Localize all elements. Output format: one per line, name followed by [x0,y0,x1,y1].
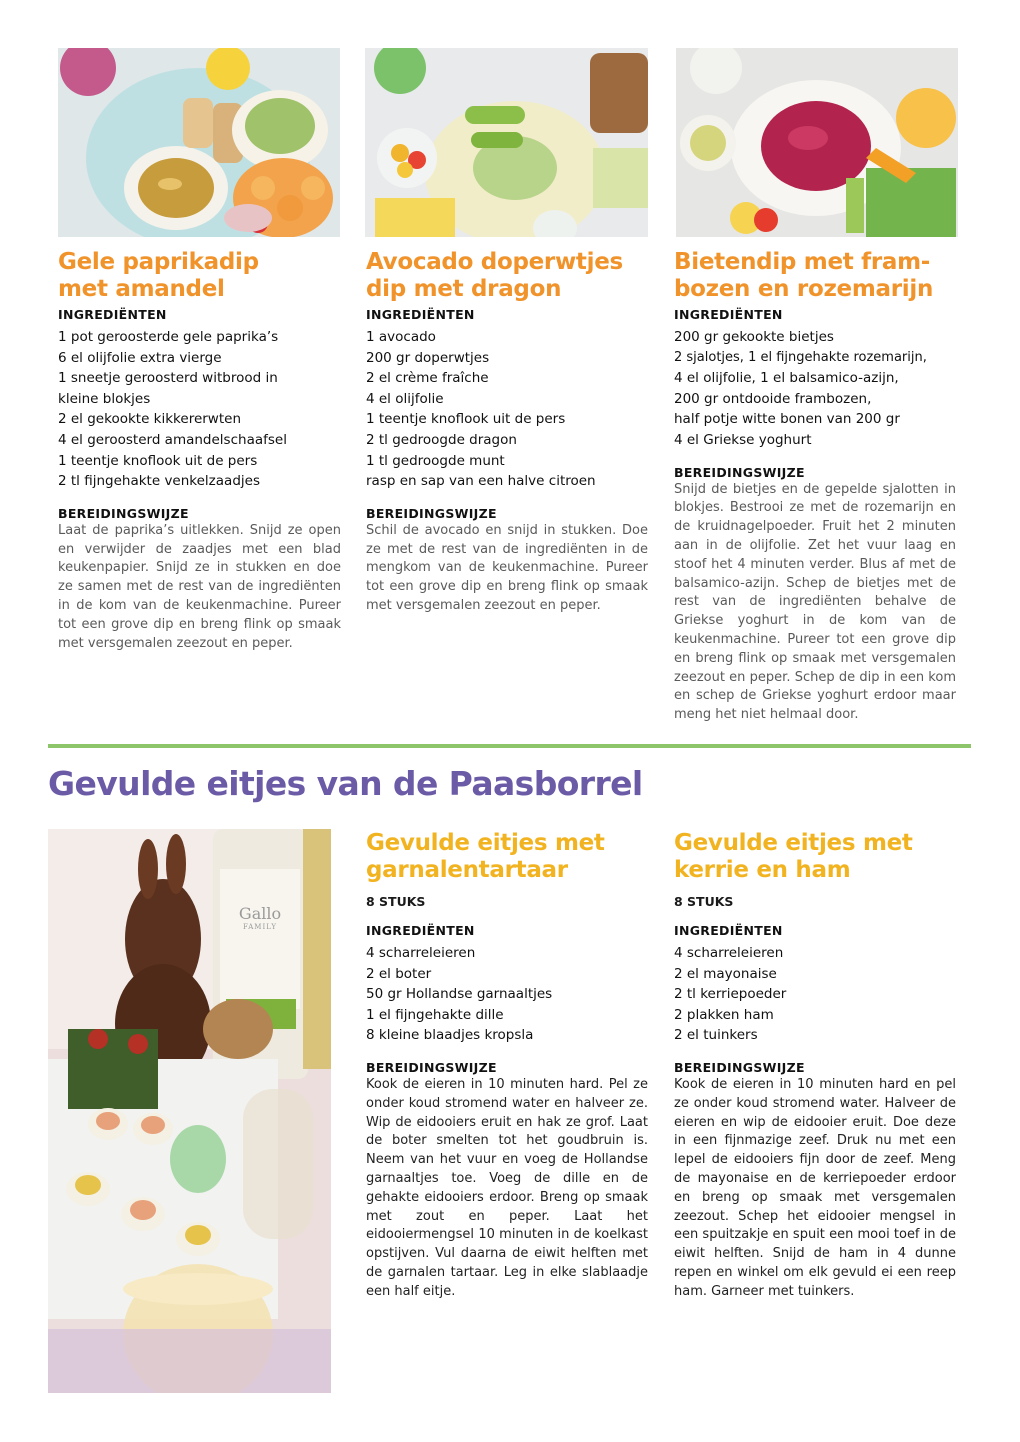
ingredient-item: 4 el Griekse yoghurt [674,431,812,448]
wine-sub: FAMILY [242,923,278,931]
ingredient-item: 1 teentje knoflook uit de pers [366,411,566,428]
ingredients-list [58,327,341,492]
ingredient-item: 4 el olijfolie, 1 el balsamico-azijn, [674,370,899,387]
paprika-dip-photo [58,48,340,237]
yield-label: 8 STUKS [366,894,426,909]
ingredients-list [366,943,648,1046]
ingredients-label: INGREDIËNTEN [366,923,475,938]
ingredient-item: 4 scharreleieren [674,945,784,961]
ingredient-item: 2 tl gedroogde dragon [366,431,517,448]
ingredients-list [366,327,648,492]
avocado-dip-photo [365,48,648,237]
recipe-body-beet [674,307,956,725]
method-label: BEREIDINGSWIJZE [674,1059,805,1075]
title-line: Avocado doperwtjes [366,249,623,275]
ingredient-item: 200 gr gekookte bietjes [674,329,834,345]
ingredient-item: 1 tl gedroogde munt [366,452,505,469]
method-label: BEREIDINGSWIJZE [674,464,805,480]
ingredients-label: INGREDIËNTEN [58,307,167,322]
recipe-body-curry-eggs [674,894,956,1302]
method-text: Kook de eieren in 10 minuten hard en pel ze onder koud stromend water. Halveer de eieren en wip de eidooier eruit. Doe deze in een fijnmazige zeef. Druk nu met een lepel de eidooiers fijn door de zeef. Meng de mayonaise en de kerriepoeder erdoor en breng op smaak met versgemalen zeezout. Schep het eidooier mengsel in een spuitzakje en spuit een mooi toef in de eiwit helften. Snijd de ham in 4 dunne repen en winkel om elk gevuld ei een reep ham. Garneer met tuinkers. [674,1076,956,1299]
ingredient-item: 1 teentje knoflook uit de pers [58,452,258,469]
title-line: garnalentartaar [366,857,568,883]
ingredients-label: INGREDIËNTEN [674,923,783,938]
method-text: Kook de eieren in 10 minuten hard. Pel ze onder koud stromend water en halveer ze. Wip de eidooiers eruit en hak ze grof. Laat de boter smelten tot het goudbruin is. Neem van het vuur en voeg de Hollandse garnaaltjes toe. Voeg de dille en de gehakte eidooiers erdoor. Breng op smaak met zout en peper. Laat het eidooiermengsel 10 minuten in de koelkast opstijven. Vul daarna de eiwit helften met de garnalen tartaar. Leg in elke slablaadje een half eitje. [366,1076,648,1299]
ingredient-item: 50 gr Hollandse garnaaltjes [366,986,553,1003]
method-label: BEREIDINGSWIJZE [366,1059,497,1075]
ingredient-item: half potje witte bonen van 200 gr [674,411,900,428]
ingredients-list [674,943,956,1046]
ingredient-item: kleine blokjes [58,390,151,407]
title-line: bozen en rozemarijn [674,276,934,302]
recipe-body-shrimp-eggs [366,894,648,1302]
title-line: kerrie en ham [674,857,851,883]
title-line: Gevulde eitjes met [366,830,605,856]
easter-eggs-photo [48,829,331,1393]
ingredient-item: 2 tl kerriepoeder [674,986,787,1003]
ingredient-item: 2 sjalotjes, 1 el fijngehakte rozemarijn, [674,349,927,365]
recipe-title-avocado [366,249,623,303]
ingredients-label: INGREDIËNTEN [366,307,475,322]
ingredient-item: 1 avocado [366,329,436,345]
ingredient-item: 2 el boter [366,965,432,982]
ingredient-item: rasp en sap van een halve citroen [366,473,596,490]
ingredient-item: 2 el gekookte kikkererwten [58,411,242,428]
ingredients-label: INGREDIËNTEN [674,307,783,322]
section-title: Gevulde eitjes van de Paasborrel [48,764,643,803]
section-divider [48,744,971,748]
ingredient-item: 1 sneetje geroosterd witbrood in [58,370,278,387]
ingredient-item: 200 gr ontdooide frambozen, [674,390,872,407]
ingredient-item: 2 plakken ham [674,1006,774,1023]
ingredient-item: 1 pot geroosterde gele paprika’s [58,329,279,345]
yield-label: 8 STUKS [674,894,734,909]
ingredient-item: 4 el olijfolie [366,390,444,407]
recipe-title-curry-eggs [674,830,913,884]
title-line: met amandel [58,276,225,302]
ingredient-item: 4 scharreleieren [366,945,476,961]
recipe-title-shrimp-eggs [366,830,605,884]
title-line: Gele paprikadip [58,249,259,275]
ingredient-item: 6 el olijfolie extra vierge [58,349,222,366]
recipe-title-paprika [58,249,259,303]
ingredient-item: 2 el crème fraîche [366,370,489,387]
wine-brand: Gallo [238,904,282,923]
title-line: Bietendip met fram- [674,249,931,275]
beet-dip-photo [676,48,958,237]
method-text: Laat de paprika’s uitlekken. Snijd ze open en verwijder de zaadjes met een blad keukenpapier. Snijd ze in stukken en doe ze samen met de rest van de ingrediënten in de kom van de keukenmachine. Pureer tot een grove dip en breng flink op smaak met versgemalen zeezout en peper. [58,522,341,651]
ingredient-item: 2 tl fijngehakte venkelzaadjes [58,473,260,490]
ingredient-item: 200 gr doperwtjes [366,349,490,366]
method-label: BEREIDINGSWIJZE [58,505,189,521]
recipe-body-avocado [366,307,648,616]
title-line: dip met dragon [366,276,562,302]
method-text: Snijd de bietjes en de gepelde sjalotten in blokjes. Bestrooi ze met de rozemarijn en de kruidnagelpoeder. Fruit het 2 minuten aan in de olijfolie. Zet het vuur laag en stoof het 4 minuten verder. Blus af met de balsamico-azijn. Schep de bietjes met de rest van de ingrediënten behalve de Griekse yoghurt in de kom van de keukenmachine. Pureer tot een grove dip en breng flink op smaak met versgemalen zeezout en peper. Schep de dip in een kom en schep de Griekse yoghurt erdoor maar meng het niet helmaal door. [674,481,956,723]
wine-label [220,904,300,931]
ingredient-item: 2 el tuinkers [674,1027,758,1044]
method-text: Schil de avocado en snijd in stukken. Doe ze met de rest van de ingrediënten in de mengkom van de keukenmachine. Pureer tot een grove dip en breng flink op smaak met versgemalen zeezout en peper. [366,522,648,613]
recipe-title-beet [674,249,933,303]
ingredient-item: 2 el mayonaise [674,965,777,982]
ingredient-item: 1 el fijngehakte dille [366,1006,504,1023]
recipe-body-paprika [58,307,341,653]
ingredients-list [674,327,956,451]
method-label: BEREIDINGSWIJZE [366,505,497,521]
ingredient-item: 4 el geroosterd amandelschaafsel [58,431,287,448]
title-line: Gevulde eitjes met [674,830,913,856]
ingredient-item: 8 kleine blaadjes kropsla [366,1027,534,1044]
